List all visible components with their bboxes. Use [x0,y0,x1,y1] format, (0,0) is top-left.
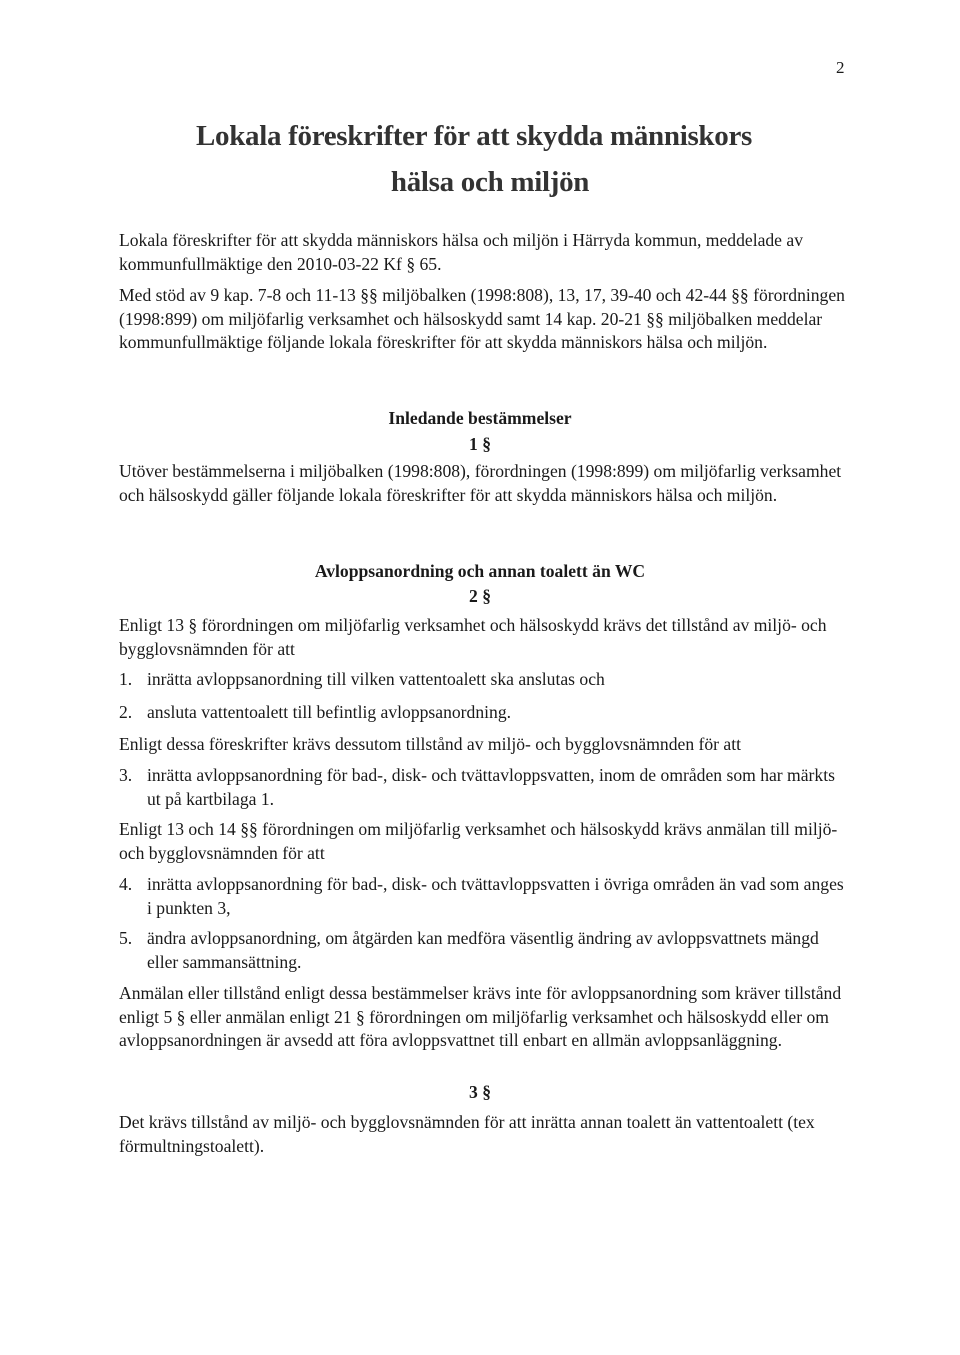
list-item-text: ansluta vattentoalett till befintlig avloppsanordning. [147,702,512,722]
document-title-line-1: Lokala föreskrifter för att skydda människors [195,120,753,152]
section-heading-avlopp: Avloppsanordning och annan toalett än WC [314,561,646,581]
list-item-number: 3. [119,765,133,785]
list-item-number: 1. [119,669,133,689]
list-item-number: 2. [119,702,133,722]
intro-paragraph: Lokala föreskrifter för att skydda människors hälsa och miljön i Härryda kommun, meddelade av kommunfullmäktige den 2010-03-22 Kf § 65. [119,230,803,274]
page-number: 2 [836,58,845,77]
document-title-line-2: hälsa och miljön [390,166,590,198]
section-2-text-2: Enligt dessa föreskrifter krävs dessutom tillstånd av miljö- och bygglovsnämnden för att [119,734,742,754]
paragraph-number-3: 3 § [469,1082,491,1102]
section-2-text-1: Enligt 13 § förordningen om miljöfarlig verksamhet och hälsoskydd krävs det tillstånd av miljö- och bygglovsnämnden för att [119,615,827,659]
list-item-text: ändra avloppsanordning, om åtgärden kan medföra väsentlig ändring av avloppsvattnets mängd eller sammansättning. [147,928,819,972]
section-heading-inledande: Inledande bestämmelser [388,408,572,428]
section-2-text-4: Anmälan eller tillstånd enligt dessa bestämmelser krävs inte för avloppsanordning som kräver tillstånd enligt 5 § eller anmälan enligt 21 § förordningen om miljöfarlig verksamhet och hälsoskydd eller om avloppsanordningen är avsedd att föra avloppsvattnet till enbart en allmän avloppsanläggning. [119,983,842,1050]
list-item [119,764,849,811]
list-item [119,668,849,692]
legal-basis-paragraph: Med stöd av 9 kap. 7-8 och 11-13 §§ miljöbalken (1998:808), 13, 17, 39-40 och 42-44 §§ förordningen (1998:899) om miljöfarlig verksamhet och hälsoskydd samt 14 kap. 20-21 §§ miljöbalken meddelar kommunfullmäktige följande lokala föreskrifter för att skydda människors hälsa och miljön. [119,285,845,352]
list-item-text: inrätta avloppsanordning för bad-, disk- och tvättavloppsvatten i övriga områden än vad som anges i punkten 3, [147,874,844,918]
paragraph-number-2: 2 § [469,586,491,606]
list-item [119,701,849,725]
paragraph-number-1: 1 § [469,434,491,454]
list-item [119,927,849,974]
section-2-text-3: Enligt 13 och 14 §§ förordningen om miljöfarlig verksamhet och hälsoskydd krävs anmälan till miljö- och bygglovsnämnden för att [119,819,838,863]
list-item-text: inrätta avloppsanordning för bad-, disk- och tvättavloppsvatten, inom de områden som har märkts ut på kartbilaga 1. [147,765,835,809]
list-item-number: 4. [119,874,133,894]
list-item-text: inrätta avloppsanordning till vilken vattentoalett ska anslutas och [147,669,605,689]
section-3-text: Det krävs tillstånd av miljö- och bygglovsnämnden för att inrätta annan toalett än vattentoalett (tex förmultningstoalett). [119,1112,815,1156]
list-item-number: 5. [119,928,133,948]
section-1-text: Utöver bestämmelserna i miljöbalken (1998:808), förordningen (1998:899) om miljöfarlig verksamhet och hälsoskydd gäller följande lokala föreskrifter för att skydda människors hälsa och miljön. [119,461,842,505]
list-item [119,873,849,920]
